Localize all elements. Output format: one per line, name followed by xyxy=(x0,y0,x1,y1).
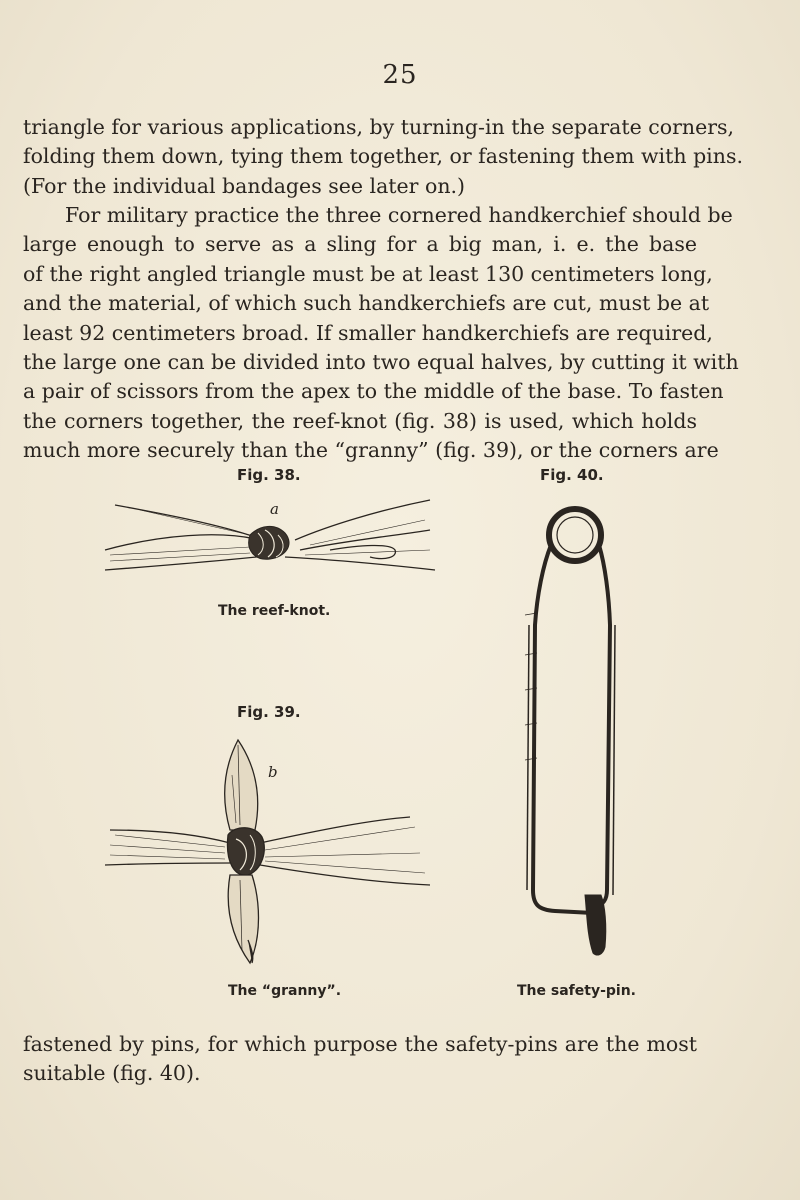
granny-knot-illustration xyxy=(90,735,435,970)
fig38-caption: The reef-knot. xyxy=(218,603,331,619)
text-line: the corners together, the reef-knot (fig. 38) is used, which holds xyxy=(23,408,697,433)
text-line: much more securely than the “granny” (fig. 39), or the corners are xyxy=(23,438,719,463)
page-number: 25 xyxy=(382,60,418,90)
text-line: triangle for various applications, by turning-in the separate corners, xyxy=(23,115,735,139)
paragraph-1 xyxy=(23,113,743,201)
fig38-label: Fig. 38. xyxy=(237,466,301,484)
text-line: folding them down, tying them together, or fastening them with pins. xyxy=(23,144,743,169)
fig39-label: Fig. 39. xyxy=(237,703,301,721)
text-line: the large one can be divided into two equal halves, by cutting it with xyxy=(23,350,739,375)
text-line: a pair of scissors from the apex to the middle of the base. To fasten xyxy=(23,379,724,404)
text-line: fastened by pins, for which purpose the safety-pins are the most xyxy=(23,1032,697,1056)
text-line: For military practice the three cornered handkerchief should be xyxy=(65,203,733,227)
text-line: suitable (fig. 40). xyxy=(23,1061,201,1086)
reef-knot-illustration xyxy=(100,495,440,585)
fig40-caption: The safety-pin. xyxy=(517,983,636,999)
text-line: of the right angled triangle must be at least 130 centimeters long, xyxy=(23,261,713,286)
fig39-letter: b xyxy=(268,763,278,781)
fig39-caption: The “granny”. xyxy=(228,983,342,999)
fig40-label: Fig. 40. xyxy=(540,466,604,484)
text-line: and the material, of which such handkerchiefs are cut, must be at xyxy=(23,291,710,316)
paragraph-2 xyxy=(23,201,739,466)
fig38-letter: a xyxy=(270,500,279,518)
safety-pin-illustration xyxy=(515,495,625,965)
text-line: large enough to serve as a sling for a big man, i. e. the base xyxy=(23,232,697,257)
text-line: least 92 centimeters broad. If smaller handkerchiefs are required, xyxy=(23,320,713,345)
text-line: (For the individual bandages see later on.) xyxy=(23,173,466,198)
paragraph-3 xyxy=(23,1030,697,1089)
